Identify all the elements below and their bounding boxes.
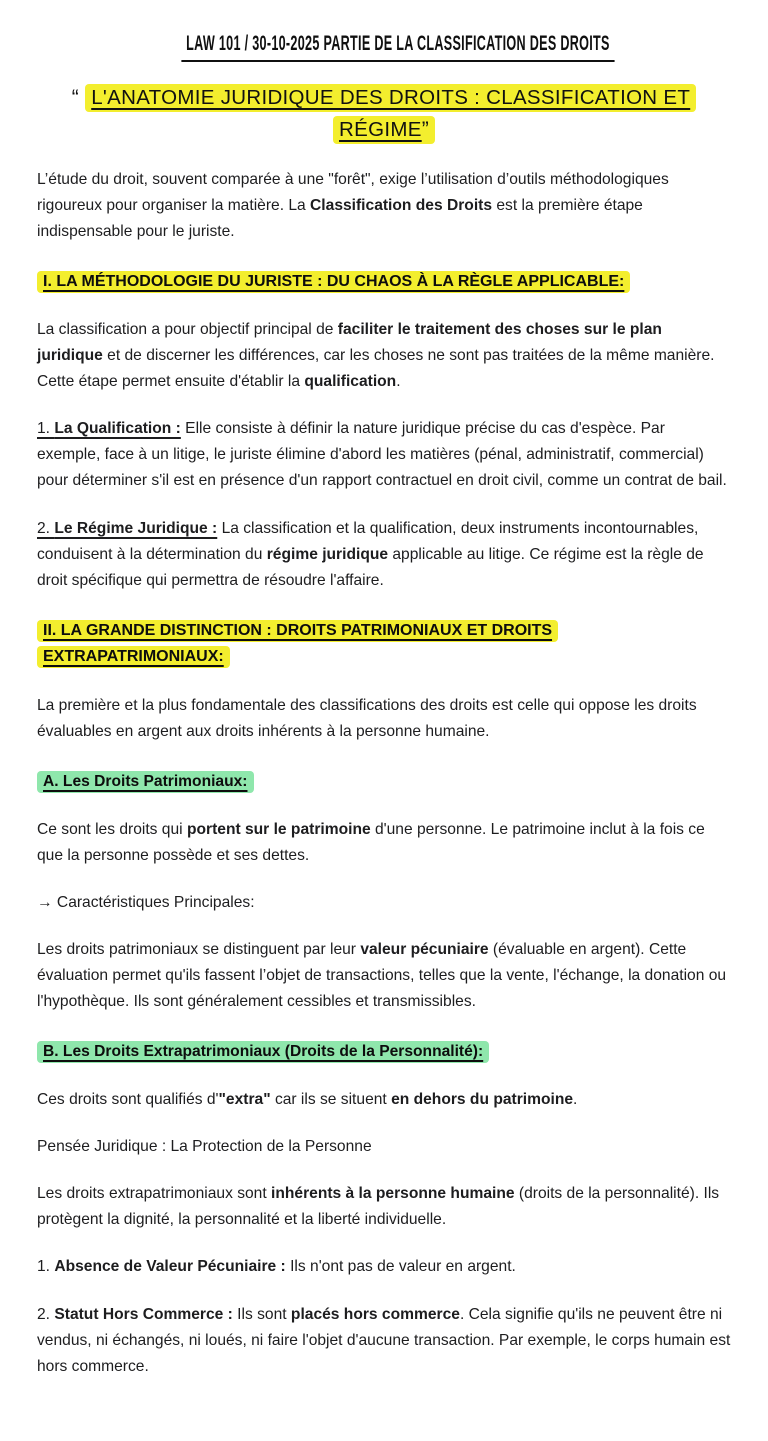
text-run: d'une personne. Le patrimoine inclut à la fois ce que la personne possède et ses dettes.: [37, 821, 705, 865]
text-run: 2.: [37, 1305, 55, 1323]
text-run: 1.: [37, 420, 55, 438]
text-run: 1.: [37, 1258, 55, 1276]
text-run: I. LA MÉTHODOLOGIE DU JURISTE : DU CHAOS À LA RÈGLE APPLICABLE:: [43, 272, 625, 290]
text-run: (évaluable en argent). Cette évaluation permet qu'ils fassent l’objet de transactions, telles que la vente, l'échange, la donation ou l'hypothèque. Ils sont généralement cessibles et transmissibles.: [37, 941, 727, 1011]
text-run: La classification et la qualification, deux instruments incontournables, conduisent à la détermination du: [37, 519, 699, 563]
text-run: placés hors commerce: [290, 1305, 460, 1323]
regime-juridique-paragraph: [37, 516, 731, 594]
text-run: La classification a pour objectif principal de: [37, 321, 338, 339]
text-run: B. Les Droits Extrapatrimoniaux (Droits de la Personnalité):: [43, 1043, 484, 1061]
main-heading-highlight: [85, 84, 696, 144]
text-run: .: [573, 1091, 578, 1109]
text-run: régime juridique: [266, 545, 389, 563]
text-run: La première et la plus fondamentale des classifications des droits est celle qui oppose les droits évaluables en argent aux droits inhérents à la personne humaine.: [37, 697, 697, 741]
text-run: Ils sont: [232, 1305, 291, 1323]
text-run: Absence de Valeur Pécuniaire :: [54, 1258, 286, 1276]
text-run: → Caractéristiques Principales:: [37, 894, 255, 912]
open-quote: “: [71, 86, 86, 109]
qualification-paragraph: [37, 416, 731, 494]
text-run: Les droits patrimoniaux se distinguent par leur: [37, 941, 361, 959]
absence-valeur-paragraph: [37, 1254, 731, 1280]
text-run: Ce sont les droits qui: [37, 821, 187, 839]
text-run: Les droits extrapatrimoniaux sont: [37, 1185, 272, 1203]
subsection-a-heading: [37, 769, 731, 795]
text-run: qualification: [304, 373, 397, 391]
text-run: L’étude du droit, souvent comparée à une "forêt", exige l’utilisation d’outils méthodologiques rigoureux pour organiser la matière. La: [37, 170, 669, 214]
text-run: Statut Hors Commerce :: [54, 1305, 233, 1323]
text-run: Elle consiste à définir la nature juridique précise du cas d'espèce. Par exemple, face à un litige, le juriste élimine d'abord les matières (pénal, administratif, commercial) pour déterminer s'il est en présence d'un rapport contractuel en droit civil, comme un contrat de bail.: [37, 420, 727, 490]
main-heading-text: L'ANATOMIE JURIDIQUE DES DROITS : CLASSIFICATION ET RÉGIME: [91, 86, 691, 141]
text-run: Classification des Droits: [310, 196, 493, 214]
text-run: portent sur le patrimoine: [186, 821, 371, 839]
text-run: en dehors du patrimoine: [391, 1091, 574, 1109]
text-run: Ces droits sont qualifiés d': [37, 1091, 219, 1109]
text-run: .: [396, 373, 401, 391]
text-run: 2.: [37, 519, 55, 537]
section-2-heading-highlight: [37, 620, 558, 669]
intro-paragraph: [37, 167, 731, 245]
subsection-a-heading-highlight: [37, 771, 254, 793]
text-run: car ils se situent: [270, 1091, 392, 1109]
extra-paragraph: [37, 1087, 731, 1113]
subsection-b-heading: [37, 1039, 731, 1065]
text-run: La Qualification :: [54, 420, 181, 438]
close-quote: ”: [421, 117, 429, 141]
text-run: (droits de la personnalité). Ils protègent la dignité, la personnalité et la liberté individuelle.: [37, 1185, 720, 1229]
subsection-b-heading-highlight: [37, 1041, 489, 1063]
section-1-heading-highlight: [37, 271, 630, 293]
pensee-juridique-label: [37, 1134, 731, 1160]
text-run: "extra": [218, 1091, 271, 1109]
document-content: [37, 167, 731, 1380]
main-heading: [37, 82, 731, 146]
section-1-paragraph: [37, 317, 731, 395]
document-header: [37, 32, 731, 62]
text-run: inhérents à la personne humaine: [271, 1185, 515, 1203]
patrimoine-paragraph: [37, 817, 731, 869]
text-run: faciliter le traitement des choses sur le plan juridique: [37, 321, 662, 365]
text-run: . Cela signifie qu'ils ne peuvent être ni vendus, ni échangés, ni loués, ni faire l'objet d'aucune transaction. Par exemple, le corps humain est hors commerce.: [37, 1305, 731, 1375]
text-run: Pensée Juridique : La Protection de la Personne: [37, 1138, 372, 1156]
text-run: est la première étape indispensable pour le juriste.: [37, 196, 643, 240]
text-run: et de discerner les différences, car les choses ne sont pas traitées de la même manière. Cette étape permet ensuite d'établir la: [37, 347, 715, 391]
section-1-heading: [37, 269, 731, 296]
text-run: II. LA GRANDE DISTINCTION : DROITS PATRIMONIAUX ET DROITS EXTRAPATRIMONIAUX:: [43, 621, 553, 666]
header-title: LAW 101 / 30-10-2025 PARTIE DE LA CLASSIFICATION DES DROITS: [181, 32, 614, 62]
text-run: valeur pécuniaire: [360, 941, 489, 959]
section-2-heading: [37, 618, 731, 671]
text-run: Le Régime Juridique :: [54, 519, 218, 537]
text-run: applicable au litige. Ce régime est la règle de droit spécifique qui permettra de résoudre l'affaire.: [37, 545, 704, 589]
caracteristiques-paragraph: [37, 937, 731, 1015]
extrapatrimoniaux-paragraph: [37, 1181, 731, 1233]
section-2-paragraph: [37, 693, 731, 745]
text-run: A. Les Droits Patrimoniaux:: [43, 773, 248, 791]
text-run: Ils n'ont pas de valeur en argent.: [285, 1258, 516, 1276]
statut-hors-commerce-paragraph: [37, 1302, 731, 1380]
caracteristiques-label: [37, 890, 731, 916]
